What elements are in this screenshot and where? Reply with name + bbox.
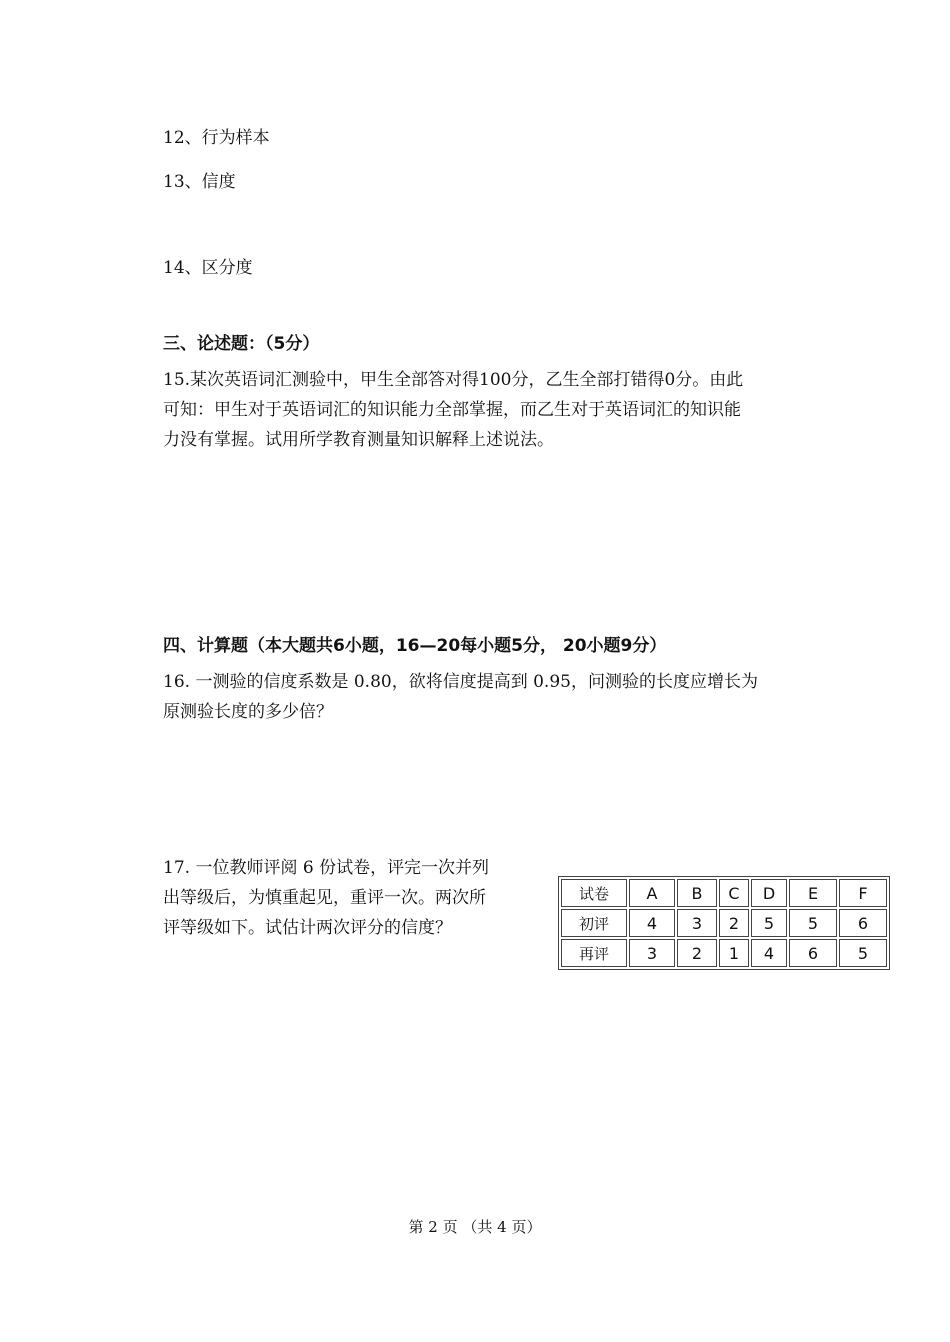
question-15-line: 15.某次英语词汇测验中，甲生全部答对得100分，乙生全部打错得0分。由此 xyxy=(163,370,744,390)
question-17 xyxy=(163,853,489,943)
section-3-heading: 三、论述题：（5分） xyxy=(163,334,320,354)
table-cell: 4 xyxy=(629,909,675,937)
question-15 xyxy=(163,365,743,455)
row-label: 初评 xyxy=(561,909,627,937)
table-cell: 5 xyxy=(751,909,787,937)
item-14: 14、区分度 xyxy=(163,258,253,278)
table-cell: 2 xyxy=(719,909,749,937)
item-12: 12、行为样本 xyxy=(163,128,270,148)
column-header: F xyxy=(839,879,887,907)
table-cell: 1 xyxy=(719,939,749,967)
question-15-line: 可知：甲生对于英语词汇的知识能力全部掌握，而乙生对于英语词汇的知识能 xyxy=(163,400,741,420)
table-row xyxy=(561,939,887,967)
table-cell: 5 xyxy=(839,939,887,967)
grades-table xyxy=(558,876,890,970)
table-cell: 6 xyxy=(789,939,837,967)
table-cell: 5 xyxy=(789,909,837,937)
table-cell: 2 xyxy=(677,939,717,967)
column-header: C xyxy=(719,879,749,907)
column-header: D xyxy=(751,879,787,907)
question-17-line: 17. 一位教师评阅 6 份试卷，评完一次并列 xyxy=(163,858,490,878)
table-row xyxy=(561,909,887,937)
question-15-line: 力没有掌握。试用所学教育测量知识解释上述说法。 xyxy=(163,430,554,450)
question-16 xyxy=(163,667,758,727)
table-cell: 4 xyxy=(751,939,787,967)
row-label: 再评 xyxy=(561,939,627,967)
table-header-row xyxy=(561,879,887,907)
column-header: B xyxy=(677,879,717,907)
table-cell: 6 xyxy=(839,909,887,937)
column-header: E xyxy=(789,879,837,907)
question-16-line: 原测验长度的多少倍？ xyxy=(163,702,333,722)
header-label: 试卷 xyxy=(561,879,627,907)
section-4-heading: 四、计算题（本大题共6小题，16—20每小题5分， 20小题9分） xyxy=(163,636,667,656)
question-16-line: 16. 一测验的信度系数是 0.80，欲将信度提高到 0.95，问测验的长度应增长为 xyxy=(163,672,758,692)
table-cell: 3 xyxy=(629,939,675,967)
question-17-line: 评等级如下。试估计两次评分的信度？ xyxy=(163,918,452,938)
page-footer: 第 2 页 （共 4 页） xyxy=(408,1218,542,1236)
table-cell: 3 xyxy=(677,909,717,937)
question-17-line: 出等级后，为慎重起见，重评一次。两次所 xyxy=(163,888,486,908)
column-header: A xyxy=(629,879,675,907)
item-13: 13、信度 xyxy=(163,172,236,192)
